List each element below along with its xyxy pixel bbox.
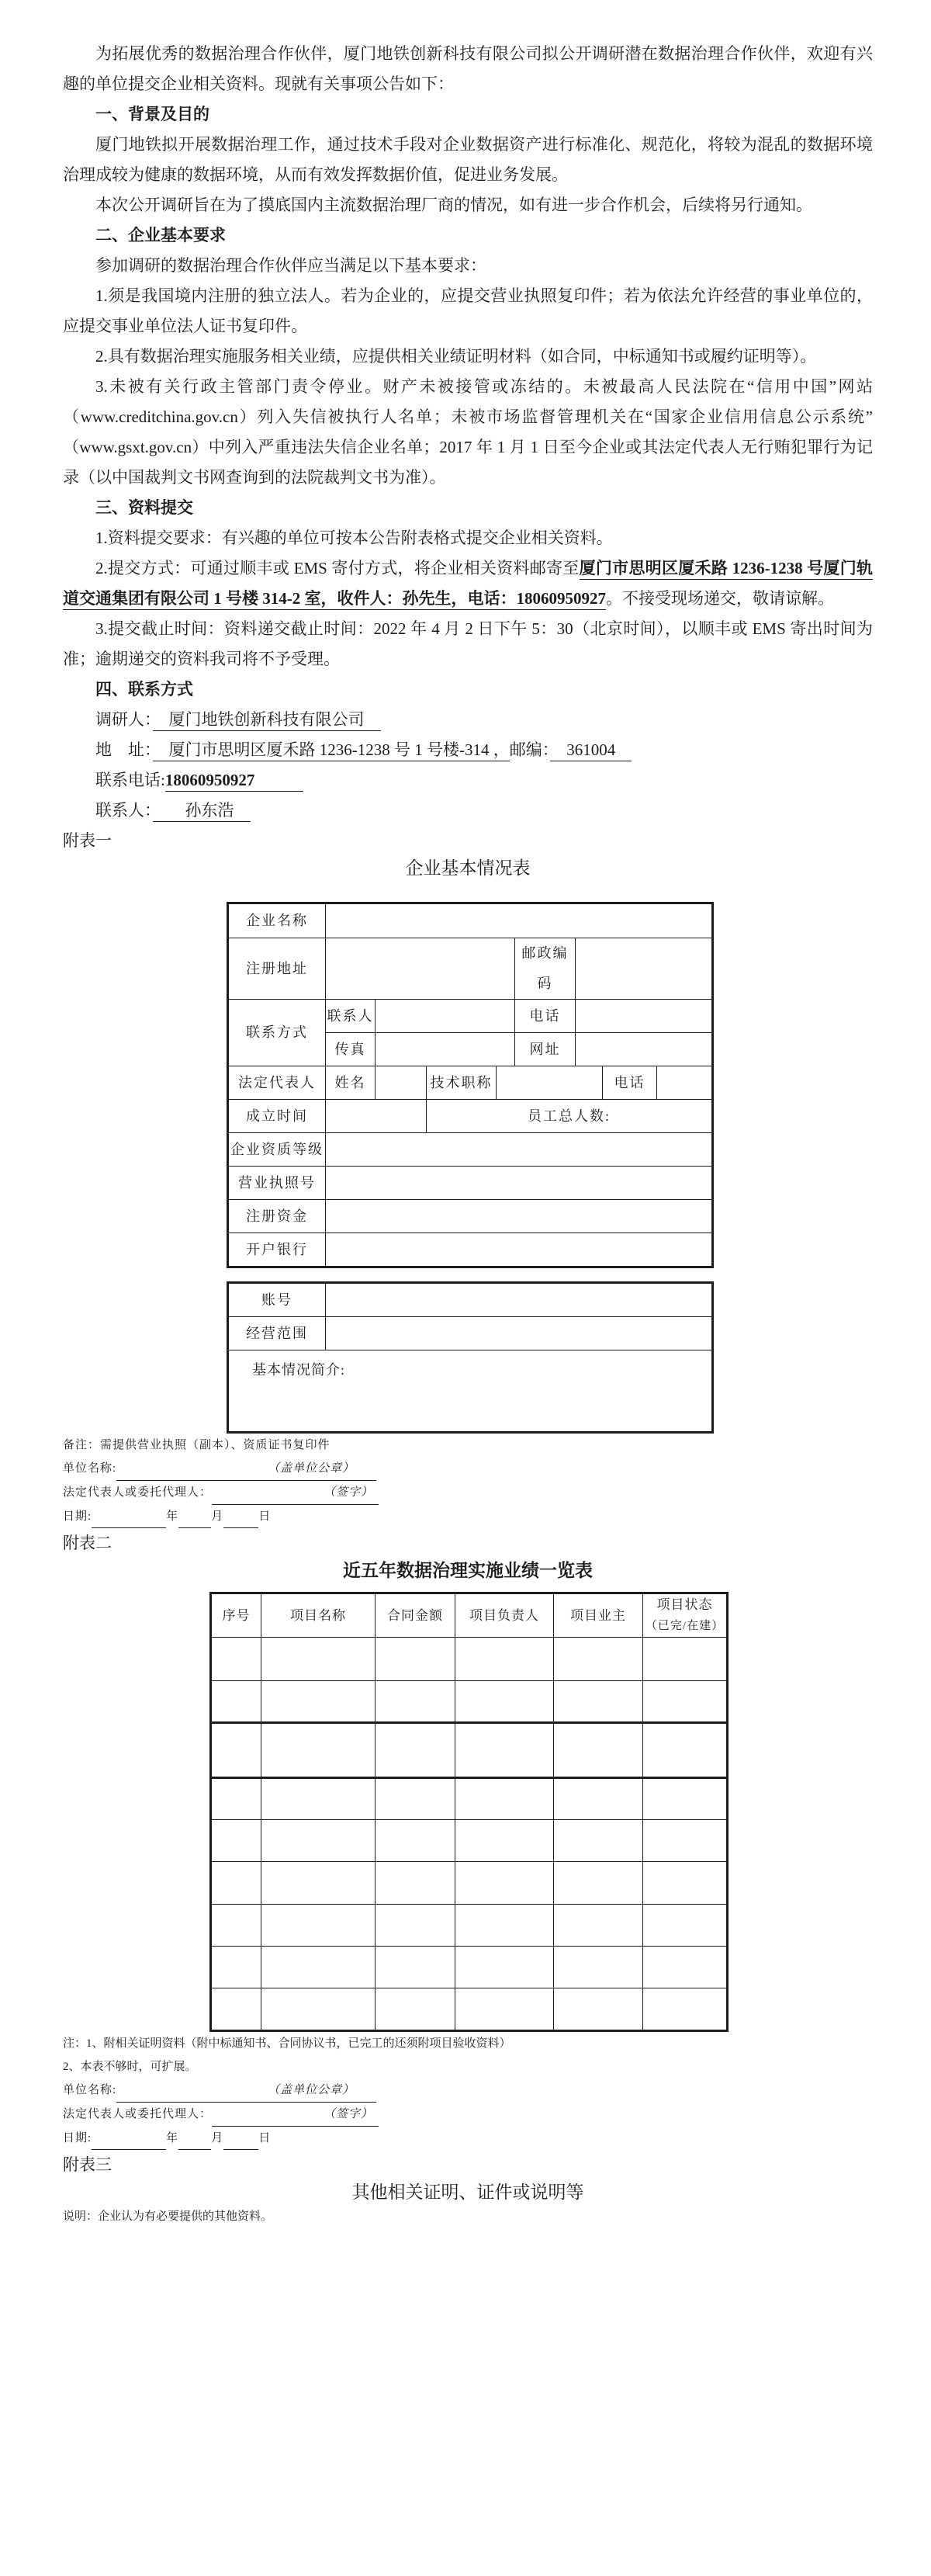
requirement-item-2-t0: 2.具有数据治理实施服务相关业绩，应提供相关业绩证明材料（如合同，中标通知书或履约证明等）。 xyxy=(95,347,817,366)
basic-table-row-2 xyxy=(228,1000,713,1033)
performance-table-cell-5-2 xyxy=(376,1820,455,1862)
performance-table-cell-8-4 xyxy=(554,1947,643,1988)
requirement-item-2 xyxy=(63,342,873,372)
submission-item-2-t2: 。不接受现场递交，敬请谅解。 xyxy=(606,589,834,608)
header-project-status-line-1: （已完/在建） xyxy=(645,1620,725,1632)
label-website xyxy=(515,1033,576,1066)
basic-table-row-9 xyxy=(228,1233,713,1267)
performance-table-cell-5-5 xyxy=(643,1820,728,1862)
field-name xyxy=(376,1066,427,1100)
requirements-intro-t0: 参加调研的数据治理合作伙伴应当满足以下基本要求： xyxy=(95,256,486,275)
performance-table-cell-3-2 xyxy=(376,1723,455,1778)
other-title-t0: 其他相关证明、证件或说明等 xyxy=(351,2182,584,2202)
label-phone xyxy=(515,1000,576,1033)
bank-table-row-0 xyxy=(228,1283,713,1317)
performance-table-cell-1-1 xyxy=(261,1638,376,1681)
intro-para xyxy=(63,39,873,99)
label-legal-representative-text: 法定代表人 xyxy=(238,1074,316,1090)
performance-table-cell-1-0 xyxy=(211,1638,261,1681)
label-qualification-grade-text: 企业资质等级 xyxy=(230,1141,324,1157)
sig2-date-unit-1: 年 xyxy=(166,2132,179,2144)
label-basic-profile-text: 基本情况简介: xyxy=(252,1362,346,1378)
header-contract-amount-text: 合同金额 xyxy=(387,1607,443,1623)
label-fax-text: 传真 xyxy=(334,1041,366,1057)
background-para-2-t0: 本次公开调研旨在为了摸底国内主流数据治理厂商的情况，如有进一步合作机会，后续将另行通知。 xyxy=(95,196,812,214)
label-business-scope-text: 经营范围 xyxy=(246,1325,308,1341)
sig2-signer xyxy=(63,2103,873,2127)
submission-item-3 xyxy=(63,614,873,674)
header-project-name xyxy=(261,1593,376,1638)
sig1-date-blank-2 xyxy=(178,1510,211,1528)
label-name xyxy=(326,1066,376,1100)
label-name-text: 姓名 xyxy=(334,1074,366,1090)
performance-table-cell-5-3 xyxy=(455,1820,554,1862)
label-founding-date xyxy=(228,1100,326,1133)
sig2-signer-blank-line xyxy=(212,2103,379,2127)
header-project-status-line-0: 项目状态 xyxy=(656,1597,713,1612)
header-project-leader-text: 项目负责人 xyxy=(469,1607,539,1623)
performance-table-cell-8-3 xyxy=(455,1947,554,1988)
field-business-license-no xyxy=(326,1167,713,1200)
contact-person xyxy=(63,796,873,826)
sig1-company xyxy=(63,1457,873,1481)
label-registered-capital-text: 注册资金 xyxy=(246,1208,308,1224)
sig1-signer-paren: （签字） xyxy=(324,1486,374,1499)
header-project-status xyxy=(643,1593,728,1638)
requirement-item-3-t0: 3.未被有关行政主管部门责令停业。财产未被接管或冻结的。未被最高人民法院在“信用中国”网站（www.creditchina.gov.cn）列入失信被执行人名单；未被市场监督管理机关在“国家企业信用信息公示系统”（www.gsxt.gov.cn）中列入严重违法失信企业名单；2017 年 1 月 1 日至今企业或其法定代表人无行贿犯罪行为记录（以中国裁判文书网查询到的法院裁判文书为准）。 xyxy=(63,377,873,487)
performance-note-1 xyxy=(63,2032,873,2055)
sig2-date-blank-0 xyxy=(92,2132,166,2150)
label-account-number xyxy=(228,1283,326,1317)
sig1-date-unit-5: 日 xyxy=(258,1510,272,1523)
performance-table xyxy=(209,1592,729,2032)
performance-note-1-t0: 注：1、附相关证明资料（附中标通知书、合同协议书，已完工的还须附项目验收资料） xyxy=(63,2037,511,2050)
contact-surveyor xyxy=(63,705,873,735)
sig2-date-unit-3: 月 xyxy=(211,2132,224,2144)
performance-table-cell-6-0 xyxy=(211,1862,261,1905)
contact-surveyor-t0: 调研人： xyxy=(95,710,153,729)
appendix-3 xyxy=(63,2150,873,2180)
sig1-company-blank-line xyxy=(116,1457,376,1481)
performance-table-cell-6-5 xyxy=(643,1862,728,1905)
header-project-owner xyxy=(554,1593,643,1638)
performance-table-cell-9-2 xyxy=(376,1988,455,2031)
background-para-2 xyxy=(63,190,873,220)
performance-table-row-5 xyxy=(211,1820,728,1862)
performance-table-cell-3-1 xyxy=(261,1723,376,1778)
sig1-date-unit-1: 年 xyxy=(166,1510,179,1523)
label-registered-address xyxy=(228,938,326,1000)
contact-address-t3: 361004 xyxy=(550,740,632,761)
performance-table-cell-2-5 xyxy=(643,1681,728,1723)
bank-table-row-1 xyxy=(228,1317,713,1350)
appendix-1-t0: 附表一 xyxy=(63,831,112,850)
label-account-number-text: 账号 xyxy=(261,1291,292,1308)
field-account-number xyxy=(326,1283,713,1317)
header-project-name-text: 项目名称 xyxy=(290,1607,346,1623)
sig2-date-label: 日期: xyxy=(63,2132,92,2144)
sig1-company-paren: （盖单位公章） xyxy=(268,1462,355,1475)
performance-table-cell-1-4 xyxy=(554,1638,643,1681)
label-total-employees xyxy=(427,1100,713,1133)
contact-phone xyxy=(63,765,873,796)
sig1-date-blank-4 xyxy=(223,1510,258,1528)
label-company-name xyxy=(228,903,326,938)
label-business-scope xyxy=(228,1317,326,1350)
submission-item-2-t1: 厦门市思明区厦禾路 1236-1238 号厦门轨道交通集团有限公司 1 号楼 314-2 室，收件人：孙先生，电话：18060950927 xyxy=(63,559,873,610)
performance-table-cell-3-0 xyxy=(211,1723,261,1778)
performance-table-cell-2-0 xyxy=(211,1681,261,1723)
performance-table-cell-5-0 xyxy=(211,1820,261,1862)
performance-table-cell-7-0 xyxy=(211,1905,261,1947)
label-phone-text: 电话 xyxy=(529,1007,561,1024)
performance-table-cell-4-2 xyxy=(376,1778,455,1820)
performance-table-cell-2-3 xyxy=(455,1681,554,1723)
performance-table-cell-6-3 xyxy=(455,1862,554,1905)
label-contact-info-text: 联系方式 xyxy=(246,1025,308,1040)
label-business-license-no xyxy=(228,1167,326,1200)
performance-note-2 xyxy=(63,2055,873,2078)
contact-address-t2: 邮编： xyxy=(509,740,551,759)
basic-table-row-7 xyxy=(228,1167,713,1200)
performance-table-cell-4-3 xyxy=(455,1778,554,1820)
sig2-date-blank-4 xyxy=(223,2132,258,2150)
field-business-scope xyxy=(326,1317,713,1350)
sig2-company-blank-line xyxy=(116,2078,376,2103)
label-bank-name-text: 开户银行 xyxy=(246,1241,308,1257)
performance-table-cell-9-0 xyxy=(211,1988,261,2031)
label-postal-code xyxy=(515,938,576,1000)
performance-table-row-1 xyxy=(211,1638,728,1681)
performance-table-cell-8-5 xyxy=(643,1947,728,1988)
heading-background xyxy=(63,99,873,130)
label-contact-info xyxy=(228,1000,326,1066)
heading-background-t0: 一、背景及目的 xyxy=(95,105,209,123)
bank-table xyxy=(227,1281,714,1434)
label-rep-phone-text: 电话 xyxy=(614,1074,645,1090)
sig2-signer-label: 法定代表人或委托代理人： xyxy=(63,2108,213,2120)
field-technical-title xyxy=(497,1066,603,1100)
performance-table-cell-4-4 xyxy=(554,1778,643,1820)
basic-table xyxy=(227,902,714,1268)
performance-table-cell-7-2 xyxy=(376,1905,455,1947)
performance-table-cell-3-3 xyxy=(455,1723,554,1778)
sig1-date-unit-3: 月 xyxy=(211,1510,224,1523)
sig1-signer xyxy=(63,1481,873,1505)
field-contact-person xyxy=(376,1000,515,1033)
performance-table-row-3 xyxy=(211,1723,728,1778)
background-para-1-t0: 厦门地铁拟开展数据治理工作，通过技术手段对企业数据资产进行标准化、规范化，将较为混乱的数据环境治理成较为健康的数据环境，从而有效发挥数据价值，促进业务发展。 xyxy=(63,135,873,184)
remark-note-t0: 备注：需提供营业执照（副本）、资质证书复印件 xyxy=(63,1439,331,1451)
performance-table-row-4 xyxy=(211,1778,728,1820)
contact-address-t0: 地 址： xyxy=(95,740,153,759)
performance-table-cell-7-4 xyxy=(554,1905,643,1947)
sig1-date-label: 日期: xyxy=(63,1510,92,1523)
other-note-t0: 说明：企业认为有必要提供的其他资料。 xyxy=(63,2210,273,2223)
heading-contact xyxy=(63,674,873,705)
contact-address xyxy=(63,735,873,765)
performance-table-cell-9-4 xyxy=(554,1988,643,2031)
performance-table-cell-1-3 xyxy=(455,1638,554,1681)
field-phone xyxy=(576,1000,713,1033)
appendix-2-t0: 附表二 xyxy=(63,1534,112,1552)
basic-table-row-0 xyxy=(228,903,713,938)
label-business-license-no-text: 营业执照号 xyxy=(238,1174,316,1191)
sig1-date xyxy=(63,1505,873,1528)
contact-person-t1: 孙东浩 xyxy=(153,801,251,822)
performance-table-row-0 xyxy=(211,1593,728,1638)
bank-table-row-2 xyxy=(228,1350,713,1433)
submission-item-1-t0: 1.资料提交要求：有兴趣的单位可按本公告附表格式提交企业相关资料。 xyxy=(95,529,613,547)
sig1-signer-label: 法定代表人或委托代理人： xyxy=(63,1486,213,1499)
performance-table-cell-5-1 xyxy=(261,1820,376,1862)
performance-table-cell-7-3 xyxy=(455,1905,554,1947)
performance-table-cell-8-0 xyxy=(211,1947,261,1988)
basic-table-row-6 xyxy=(228,1133,713,1167)
header-project-leader xyxy=(455,1593,554,1638)
intro-para-t0: 为拓展优秀的数据治理合作伙伴，厦门地铁创新科技有限公司拟公开调研潜在数据治理合作伙伴，欢迎有兴趣的单位提交企业相关资料。现就有关事项公告如下： xyxy=(63,44,873,93)
other-title xyxy=(63,2180,873,2205)
field-bank-name xyxy=(326,1233,713,1267)
performance-title-t0: 近五年数据治理实施业绩一览表 xyxy=(343,1561,593,1580)
performance-table-cell-6-4 xyxy=(554,1862,643,1905)
field-company-name xyxy=(326,903,713,938)
field-registered-address xyxy=(326,938,515,1000)
field-postal-code xyxy=(576,938,713,1000)
requirements-intro xyxy=(63,251,873,281)
header-contract-amount xyxy=(376,1593,455,1638)
performance-table-cell-5-4 xyxy=(554,1820,643,1862)
performance-table-cell-9-1 xyxy=(261,1988,376,2031)
sig2-date-blank-2 xyxy=(178,2132,211,2150)
label-company-name-text: 企业名称 xyxy=(246,913,308,928)
heading-requirements-t0: 二、企业基本要求 xyxy=(95,226,226,244)
submission-item-2 xyxy=(63,553,873,614)
heading-requirements xyxy=(63,220,873,251)
label-contact-person xyxy=(326,1000,376,1033)
field-founding-date xyxy=(326,1100,427,1133)
label-registered-capital xyxy=(228,1200,326,1233)
contact-person-t0: 联系人： xyxy=(95,801,153,820)
performance-table-row-2 xyxy=(211,1681,728,1723)
appendix-2 xyxy=(63,1528,873,1558)
basic-title xyxy=(63,856,873,881)
performance-table-row-7 xyxy=(211,1905,728,1947)
basic-table-row-1 xyxy=(228,938,713,1000)
sig1-company-label: 单位名称: xyxy=(63,1462,117,1475)
performance-table-cell-6-2 xyxy=(376,1862,455,1905)
performance-table-cell-9-3 xyxy=(455,1988,554,2031)
label-registered-address-text: 注册地址 xyxy=(246,960,308,976)
contact-address-t1: 厦门市思明区厦禾路 1236-1238 号 1 号楼-314 ， xyxy=(153,740,510,761)
performance-table-cell-4-1 xyxy=(261,1778,376,1820)
performance-table-cell-4-0 xyxy=(211,1778,261,1820)
performance-table-cell-6-1 xyxy=(261,1862,376,1905)
basic-title-t0: 企业基本情况表 xyxy=(405,858,531,878)
contact-surveyor-t1: 厦门地铁创新科技有限公司 xyxy=(153,710,381,731)
sig1-date-blank-0 xyxy=(92,1510,166,1528)
performance-table-cell-3-5 xyxy=(643,1723,728,1778)
other-note xyxy=(63,2205,873,2228)
submission-item-1 xyxy=(63,523,873,553)
sig2-company-label: 单位名称: xyxy=(63,2084,117,2096)
label-contact-person-text: 联系人 xyxy=(327,1007,374,1024)
header-project-owner-text: 项目业主 xyxy=(570,1607,626,1623)
performance-title xyxy=(63,1558,873,1583)
background-para-1 xyxy=(63,130,873,190)
performance-table-cell-3-4 xyxy=(554,1723,643,1778)
performance-table-cell-8-1 xyxy=(261,1947,376,1988)
performance-table-cell-1-2 xyxy=(376,1638,455,1681)
label-total-employees-text: 员工总人数: xyxy=(527,1108,611,1124)
performance-table-cell-8-2 xyxy=(376,1947,455,1988)
heading-contact-t0: 四、联系方式 xyxy=(95,680,193,699)
performance-table-cell-2-1 xyxy=(261,1681,376,1723)
performance-table-cell-4-5 xyxy=(643,1778,728,1820)
field-registered-capital xyxy=(326,1200,713,1233)
performance-note-2-t0: 2、本表不够时，可扩展。 xyxy=(63,2061,197,2073)
performance-table-row-9 xyxy=(211,1988,728,2031)
performance-table-row-8 xyxy=(211,1947,728,1988)
basic-table-row-8 xyxy=(228,1200,713,1233)
submission-item-3-t0: 3.提交截止时间：资料递交截止时间：2022 年 4 月 2 日下午 5：30（北京时间），以顺丰或 EMS 寄出时间为准；逾期递交的资料我司将不予受理。 xyxy=(63,619,873,668)
label-basic-profile xyxy=(228,1350,713,1433)
performance-table-cell-7-1 xyxy=(261,1905,376,1947)
sig2-signer-paren: （签字） xyxy=(324,2108,374,2120)
performance-table-cell-7-5 xyxy=(643,1905,728,1947)
field-fax xyxy=(376,1033,515,1066)
basic-table-row-5 xyxy=(228,1100,713,1133)
appendix-3-t0: 附表三 xyxy=(63,2155,112,2174)
contact-phone-t1: 18060950927 xyxy=(165,771,255,792)
label-bank-name xyxy=(228,1233,326,1267)
requirement-item-1 xyxy=(63,281,873,342)
label-founding-date-text: 成立时间 xyxy=(246,1108,308,1124)
label-website-text: 网址 xyxy=(529,1041,561,1057)
field-website xyxy=(576,1033,713,1066)
appendix-1 xyxy=(63,826,873,856)
header-index-text: 序号 xyxy=(222,1607,251,1623)
remark-note xyxy=(63,1434,873,1457)
submission-item-2-t0: 2.提交方式：可通过顺丰或 EMS 寄付方式，将企业相关资料邮寄至 xyxy=(95,559,580,577)
sig2-company-paren: （盖单位公章） xyxy=(268,2084,355,2096)
performance-table-cell-2-4 xyxy=(554,1681,643,1723)
sig1-signer-blank-line xyxy=(212,1481,379,1505)
heading-submission xyxy=(63,493,873,523)
label-postal-code-text: 邮政编码 xyxy=(521,945,569,991)
field-rep-phone xyxy=(657,1066,713,1100)
contact-phone-t2 xyxy=(254,771,303,792)
label-technical-title xyxy=(427,1066,497,1100)
label-rep-phone xyxy=(603,1066,657,1100)
label-legal-representative xyxy=(228,1066,326,1100)
requirement-item-1-t0: 1.须是我国境内注册的独立法人。若为企业的，应提交营业执照复印件；若为依法允许经营的事业单位的，应提交事业单位法人证书复印件。 xyxy=(63,286,873,335)
contact-phone-t0: 联系电话: xyxy=(95,771,165,789)
performance-table-cell-2-2 xyxy=(376,1681,455,1723)
label-fax xyxy=(326,1033,376,1066)
performance-table-cell-1-5 xyxy=(643,1638,728,1681)
sig2-date xyxy=(63,2127,873,2150)
requirement-item-3 xyxy=(63,372,873,493)
label-qualification-grade xyxy=(228,1133,326,1167)
sig2-date-unit-5: 日 xyxy=(258,2132,272,2144)
performance-table-cell-9-5 xyxy=(643,1988,728,2031)
performance-table-row-6 xyxy=(211,1862,728,1905)
header-index xyxy=(211,1593,261,1638)
field-qualification-grade xyxy=(326,1133,713,1167)
basic-table-row-4 xyxy=(228,1066,713,1100)
label-technical-title-text: 技术职称 xyxy=(430,1074,493,1090)
heading-submission-t0: 三、资料提交 xyxy=(95,498,193,517)
sig2-company xyxy=(63,2078,873,2103)
